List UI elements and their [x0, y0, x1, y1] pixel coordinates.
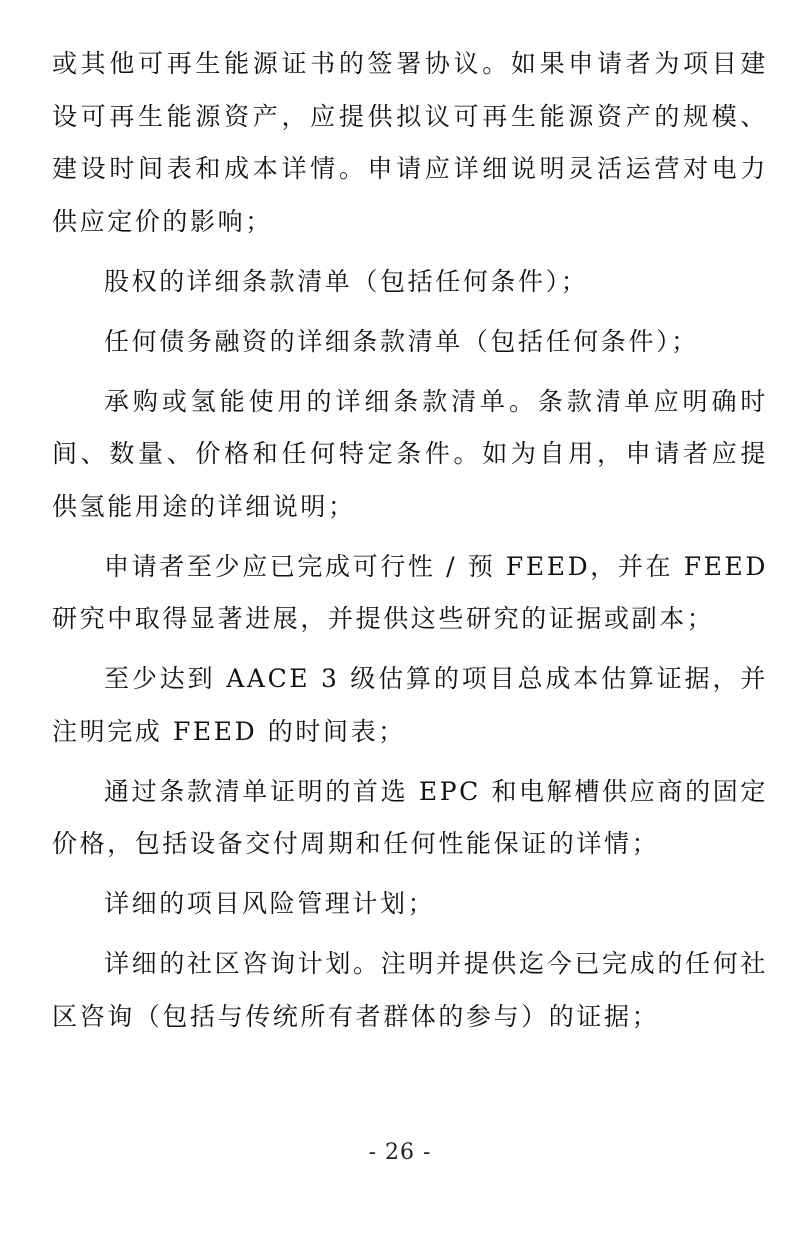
document-body — [52, 38, 768, 1051]
paragraph-debt-term-sheet: 任何债务融资的详细条款清单（包括任何条件）； — [104, 326, 699, 356]
paragraph-cost-estimate: 至少达到 AACE 3 级估算的项目总成本估算证据，并注明完成 FEED 的时间表； — [52, 664, 768, 746]
paragraph-community-consultation: 详细的社区咨询计划。注明并提供迄今已完成的任何社区咨询（包括与传统所有者群体的参与）的证据； — [52, 949, 768, 1031]
paragraph-epc-pricing: 通过条款清单证明的首选 EPC 和电解槽供应商的固定价格，包括设备交付周期和任何性能保证的详情； — [52, 776, 768, 858]
paragraph-equity-term-sheet: 股权的详细条款清单（包括任何条件）； — [104, 266, 589, 296]
page-number: - 26 - — [368, 1140, 432, 1165]
paragraph-continuation: 或其他可再生能源证书的签署协议。如果申请者为项目建设可再生能源资产，应提供拟议可再生能源资产的规模、建设时间表和成本详情。申请应详细说明灵活运营对电力供应定价的影响； — [52, 49, 768, 236]
paragraph-risk-plan: 详细的项目风险管理计划； — [104, 889, 436, 918]
paragraph-offtake-term-sheet: 承购或氢能使用的详细条款清单。条款清单应明确时间、数量、价格和任何特定条件。如为自用，申请者应提供氢能用途的详细说明； — [52, 386, 768, 521]
paragraph-feed-study: 申请者至少应已完成可行性 / 预 FEED，并在 FEED 研究中取得显著进展，并提供这些研究的证据或副本； — [52, 551, 768, 633]
